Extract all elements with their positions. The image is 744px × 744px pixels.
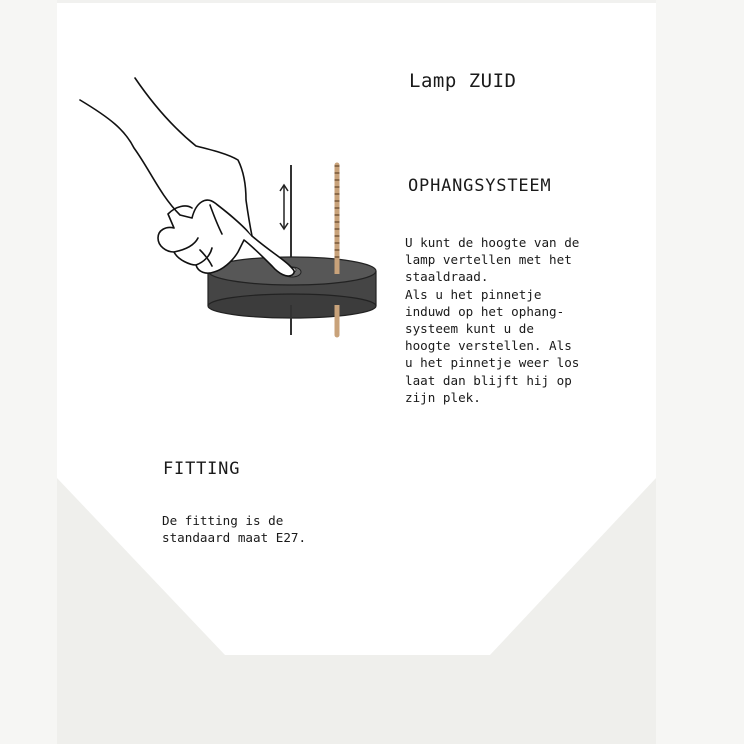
fitting-heading: FITTING <box>163 459 241 479</box>
ophangsysteem-heading: OPHANGSYSTEEM <box>408 176 552 196</box>
page-title: Lamp ZUID <box>409 70 517 92</box>
ophangsysteem-description: U kunt de hoogte van de lamp vertellen met het staaldraad. Als u het pinnetje induwd op het ophang- systeem kunt u de hoogte verstellen. Als u het pinnetje weer los laat dan blijft hij op zijn plek. <box>405 235 580 405</box>
height-arrow-icon <box>280 185 288 229</box>
fitting-description: De fitting is de standaard maat E27. <box>162 513 307 546</box>
hand-icon <box>80 78 294 276</box>
